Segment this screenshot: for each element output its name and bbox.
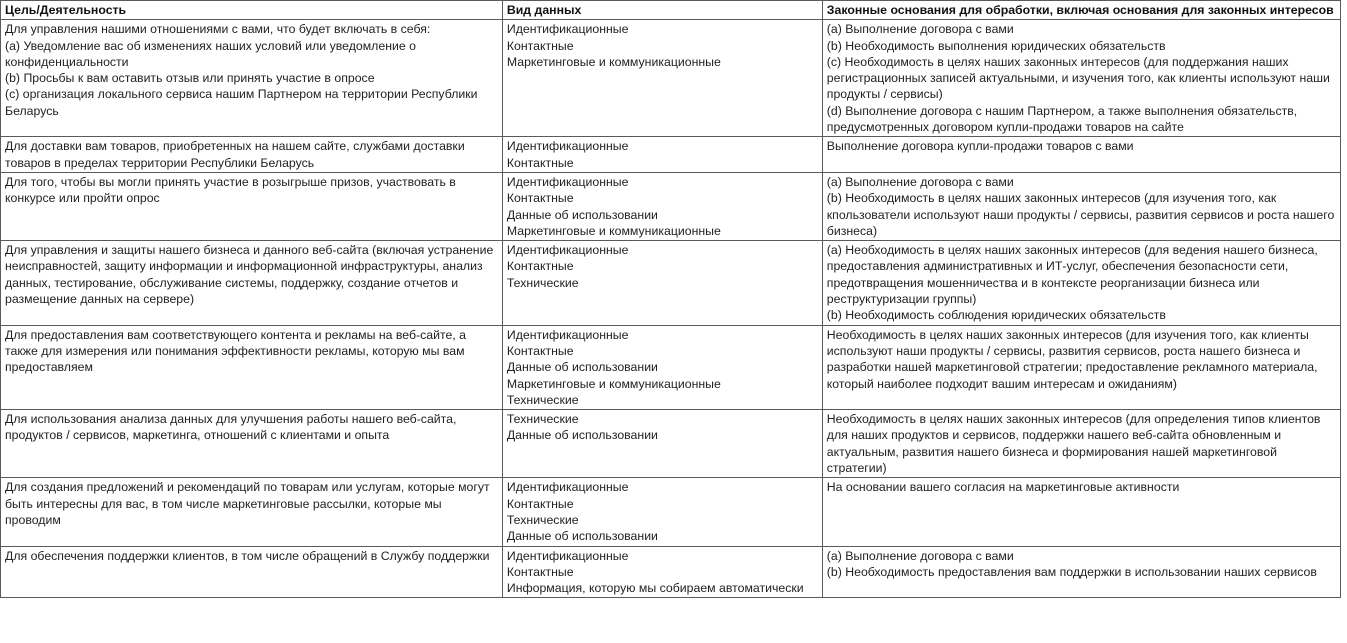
cell-line: Маркетинговые и коммуникационные [506,223,721,238]
cell-line: Контактные [506,343,574,358]
cell-line: Маркетинговые и коммуникационные [506,376,721,391]
cell-line: Для использования анализа данных для улучшения работы нашего веб-сайта, продуктов / сервисов, маркетинга, отношений с клиентами и опыта [5,412,457,443]
cell-line: Контактные [506,155,574,170]
cell-line: Необходимость в целях наших законных интересов (для определения типов клиентов для наших продуктов и сервисов, поддержки нашего веб-сайта обновленным и актуальным, развития нашего бизнеса и формирования нашей маркетинговой стратегии) [826,412,1321,476]
cell-line: Информация, которую мы собираем автоматически [506,581,804,596]
cell-line: (a) Выполнение договора с вами [826,22,1014,37]
table-row [1,241,1341,325]
table-row [1,546,1341,598]
cell-line: Маркетинговые и коммуникационные [506,54,721,69]
cell-line: (c) организация локального сервиса нашим Партнером на территории Республики Беларусь [5,87,478,118]
cell-line: (b) Необходимость предоставления вам поддержки в использовании наших сервисов [826,564,1317,579]
cell-data-types [502,241,822,325]
cell-line: Для доставки вам товаров, приобретенных на нашем сайте, службами доставки товаров в пределах территории Республики Беларусь [5,139,465,170]
cell-legal-basis [822,172,1340,240]
header-purpose: Цель/Деятельность [1,1,503,20]
header-legal-basis: Законные основания для обработки, включая основания для законных интересов [822,1,1340,20]
cell-purpose [1,20,503,137]
table-row [1,325,1341,409]
cell-line: Выполнение договора купли-продажи товаров с вами [826,139,1134,154]
cell-line: Необходимость в целях наших законных интересов (для изучения того, как клиенты используют наши продукты / сервисы, развития сервисов, роста нашего бизнеса и разработки нашей маркетинговой стратегии; предоставление рекламного материала, который наиболее подходит вашим интересам и ожиданиям) [826,327,1318,391]
cell-line: Идентификационные [506,139,629,154]
cell-line: Для предоставления вам соответствующего контента и рекламы на веб-сайте, а также для измерения или понимания эффективности рекламы, которую мы вам предоставляем [5,327,466,375]
cell-legal-basis [822,20,1340,137]
cell-purpose [1,241,503,325]
cell-line: Идентификационные [506,174,629,189]
cell-line: (b) Необходимость соблюдения юридических обязательств [826,308,1166,323]
cell-legal-basis [822,478,1340,546]
cell-line: Для управления и защиты нашего бизнеса и данного веб-сайта (включая устранение неисправностей, защиту информации и информационной инфраструктуры, анализ данных, тестирование, обслуживание системы, поддержку, создание отчетов и размещение данных на сервере) [5,243,494,307]
cell-line: Данные об использовании [506,428,658,443]
cell-legal-basis [822,410,1340,478]
cell-line: (a) Выполнение договора с вами [826,548,1014,563]
cell-line: (a) Выполнение договора с вами [826,174,1014,189]
cell-line: Идентификационные [506,22,629,37]
cell-line: (a) Необходимость в целях наших законных интересов (для ведения нашего бизнеса, предоставления административных и ИТ-услуг, обеспечения безопасности сети, предотвращения мошенничества и в контексте реорганизации бизнеса или реструктуризации группы) [826,243,1318,307]
cell-line: Контактные [506,38,574,53]
cell-line: Данные об использовании [506,529,658,544]
cell-purpose [1,137,503,173]
cell-line: Для создания предложений и рекомендаций по товарам или услугам, которые могут быть интересны для вас, в том числе маркетинговые рассылки, которые мы проводим [5,480,490,527]
cell-purpose [1,478,503,546]
cell-line: (c) Необходимость в целях наших законных интересов (для поддержания наших регистрационных записей актуальными, и изучения того, как клиенты используют наши продукты / сервисы) [826,54,1330,102]
cell-line: Технические [506,412,579,427]
table-row [1,172,1341,240]
cell-line: (b) Просьбы к вам оставить отзыв или принять участие в опросе [5,71,375,86]
cell-line: (a) Уведомление вас об изменениях наших условий или уведомление о конфиденциальности [5,38,416,69]
cell-line: (d) Выполнение договора с нашим Партнером, а также выполнения обязательств, предусмотренных договором купли-продажи товаров на сайте [826,103,1298,135]
cell-line: Идентификационные [506,243,629,258]
table-row [1,20,1341,137]
cell-purpose [1,546,503,598]
cell-line: Контактные [506,496,574,511]
cell-line: (b) Необходимость выполнения юридических обязательств [826,38,1166,53]
cell-line: Технические [506,275,579,290]
cell-line: Для обеспечения поддержки клиентов, в том числе обращений в Службу поддержки [5,548,490,563]
cell-data-types [502,410,822,478]
cell-legal-basis [822,241,1340,325]
cell-legal-basis [822,137,1340,173]
cell-data-types [502,478,822,546]
cell-data-types [502,137,822,173]
cell-line: Контактные [506,564,574,579]
cell-purpose [1,172,503,240]
table-row [1,410,1341,478]
table-row [1,478,1341,546]
table-header-row [1,1,1341,20]
cell-legal-basis [822,325,1340,409]
cell-data-types [502,546,822,598]
cell-line: Идентификационные [506,480,629,495]
cell-line: На основании вашего согласия на маркетинговые активности [826,480,1180,495]
cell-line: Данные об использовании [506,360,658,375]
cell-data-types [502,20,822,137]
cell-purpose [1,410,503,478]
cell-line: Данные об использовании [506,207,658,222]
table-body [1,20,1341,598]
cell-line: Идентификационные [506,548,629,563]
cell-line: Контактные [506,191,574,206]
cell-data-types [502,172,822,240]
cell-data-types [502,325,822,409]
cell-line: Для того, чтобы вы могли принять участие в розыгрыше призов, участвовать в конкурсе или пройти опрос [5,174,456,206]
cell-legal-basis [822,546,1340,598]
cell-line: Технические [506,392,579,407]
table-row [1,137,1341,173]
cell-line: Идентификационные [506,327,629,342]
cell-line: Контактные [506,259,574,274]
header-data-types: Вид данных [502,1,822,20]
cell-line: Для управления нашими отношениями с вами, что будет включать в себя: [5,22,431,37]
cell-line: (b) Необходимость в целях наших законных интересов (для изучения того, как кпользователи используют наши продукты / сервисы, развития сервисов и роста нашего бизнеса) [826,191,1335,238]
cell-purpose [1,325,503,409]
cell-line: Технические [506,512,579,527]
